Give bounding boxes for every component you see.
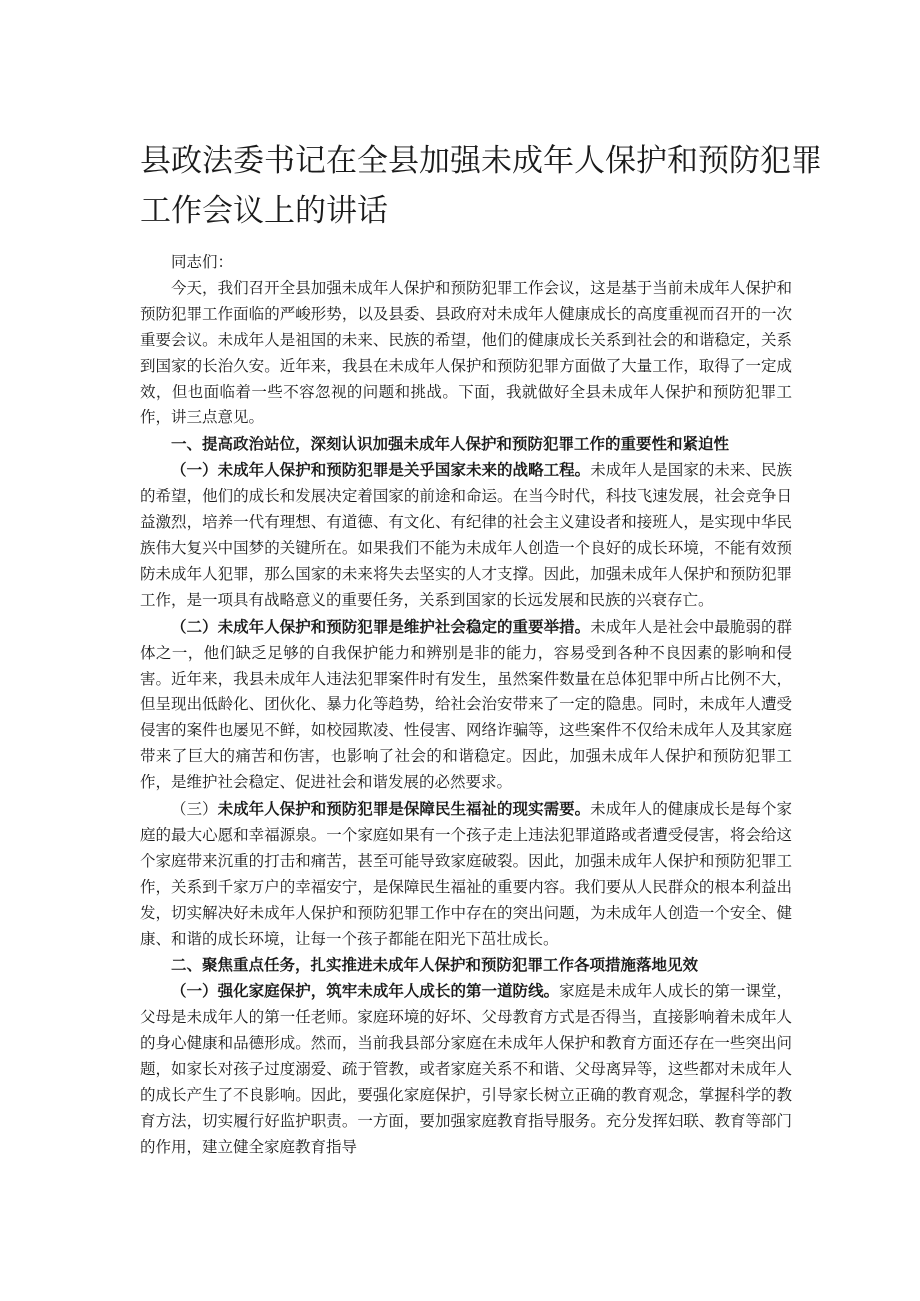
paragraph-lead: 未成年人保护和预防犯罪是保障民生福祉的现实需要。: [217, 799, 591, 819]
section-2-heading: 二、聚焦重点任务，扎实推进未成年人保护和预防犯罪工作各项措施落地见效: [171, 955, 699, 975]
document-title-line-1: 县政法委书记在全县加强未成年人保护和预防犯罪: [140, 143, 822, 179]
paragraph-body: 未成年人是国家的未来、民族的希望，他们的成长和发展决定着国家的前途和命运。在当今时代，科技飞速发展，社会竞争日益激烈，培养一代有理想、有道德、有文化、有纪律的社会主义建设者和接班人，是实现中华民族伟大复兴中国梦的关键所在。如果我们不能为未成年人创造一个良好的成长环境，不能有效预防未成年人犯罪，那么国家的未来将失去坚实的人才支撑。因此，加强未成年人保护和预防犯罪工作，是一项具有战略意义的重要任务，关系到国家的长远发展和民族的兴衰存亡。: [140, 461, 792, 609]
document-body: [140, 250, 792, 1161]
section-1-paragraph-2: [140, 614, 792, 796]
section-1-paragraph-1: [140, 457, 792, 613]
salutation: 同志们：: [171, 253, 234, 271]
paragraph-body: 家庭是未成年人成长的第一课堂，父母是未成年人的第一任老师。家庭环境的好坏、父母教育方式是否得当，直接影响着未成年人的身心健康和品德形成。然而，当前我县部分家庭在未成年人保护和教育方面还存在一些突出问题，如家长对孩子过度溺爱、疏于管教，或者家庭关系不和谐、父母离异等，这些都对未成年人的成长产生了不良影响。因此，要强化家庭保护，引导家长树立正确的教育观念，掌握科学的教育方法，切实履行好监护职责。一方面，要加强家庭教育指导服务。充分发挥妇联、教育等部门的作用，建立健全家庭教育指导: [140, 982, 792, 1156]
section-2-paragraph-1: [140, 978, 792, 1160]
paragraph-lead: （一）强化家庭保护，筑牢未成年人成长的第一道防线。: [171, 981, 560, 1001]
paragraph-body: 未成年人是社会中最脆弱的群体之一，他们缺乏足够的自我保护能力和辨别是非的能力，容易受到各种不良因素的影响和侵害。近年来，我县未成年人违法犯罪案件时有发生，虽然案件数量在总体犯罪中所占比例不大，但呈现出低龄化、团伙化、暴力化等趋势，给社会治安带来了一定的隐患。同时，未成年人遭受侵害的案件也屡见不鲜，如校园欺凌、性侵害、网络诈骗等，这些案件不仅给未成年人及其家庭带来了巨大的痛苦和伤害，也影响了社会的和谐稳定。因此，加强未成年人保护和预防犯罪工作，是维护社会稳定、促进社会和谐发展的必然要求。: [140, 617, 792, 792]
section-1-heading: 一、提高政治站位，深刻认识加强未成年人保护和预防犯罪工作的重要性和紧迫性: [171, 434, 730, 454]
section-1-paragraph-3: [140, 796, 792, 952]
paragraph-body: 未成年人的健康成长是每个家庭的最大心愿和幸福源泉。一个家庭如果有一个孩子走上违法犯罪道路或者遭受侵害，将会给这个家庭带来沉重的打击和痛苦，甚至可能导致家庭破裂。因此，加强未成年人保护和预防犯罪工作，关系到千家万户的幸福安宁，是保障民生福祉的重要内容。我们要从人民群众的根本利益出发，切实解决好未成年人保护和预防犯罪工作中存在的突出问题，为未成年人创造一个安全、健康、和谐的成长环境，让每一个孩子都能在阳光下茁壮成长。: [140, 800, 792, 948]
paragraph-lead: （一）未成年人保护和预防犯罪是关乎国家未来的战略工程。: [171, 460, 591, 480]
paragraph-number: （三）: [171, 800, 218, 819]
paragraph-lead: （二）未成年人保护和预防犯罪是维护社会稳定的重要举措。: [171, 616, 591, 636]
intro-paragraph: 今天，我们召开全县加强未成年人保护和预防犯罪工作会议，这是基于当前未成年人保护和预防犯罪工作面临的严峻形势，以及县委、县政府对未成年人健康成长的高度重视而召开的一次重要会议。未成年人是祖国的未来、民族的希望，他们的健康成长关系到社会的和谐稳定，关系到国家的长治久安。近年来，我县在未成年人保护和预防犯罪方面做了大量工作，取得了一定成效，但也面临着一些不容忽视的问题和挑战。下面，我就做好全县未成年人保护和预防犯罪工作，讲三点意见。: [140, 278, 792, 427]
document-title-line-2: 工作会议上的讲话: [140, 193, 388, 229]
